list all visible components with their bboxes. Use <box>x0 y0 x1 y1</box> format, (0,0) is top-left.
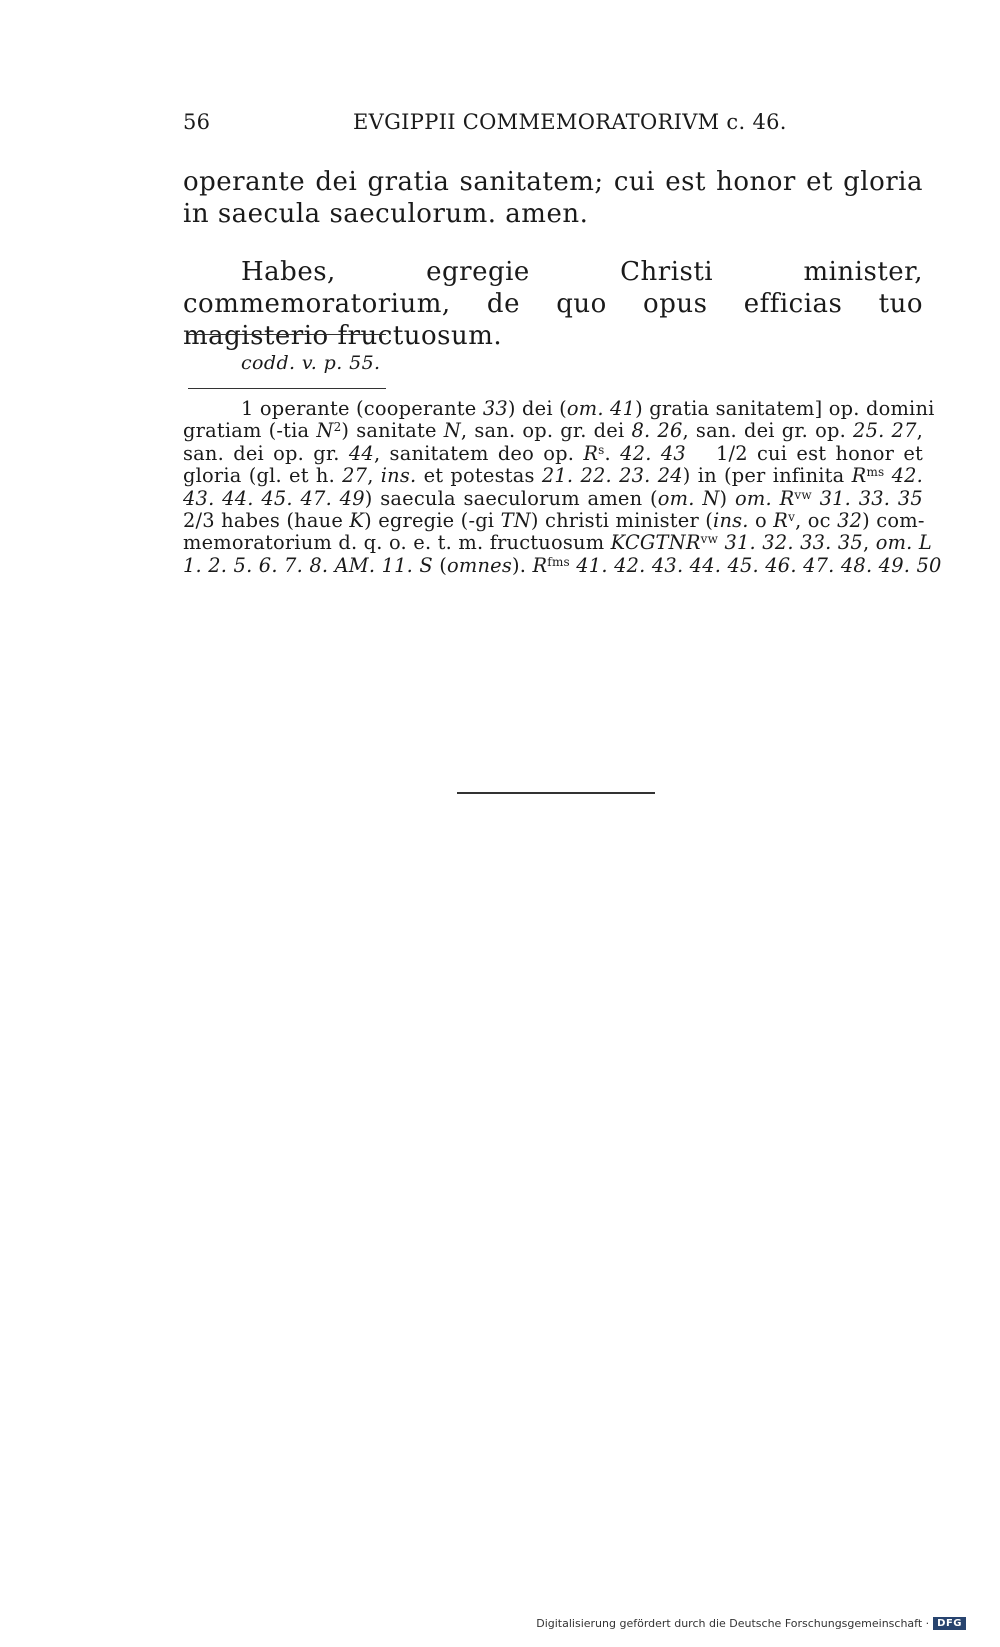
apparatus-line: 2/3 habes (haue K) egregie (-gi TN) christi minister (ins. o $R^v$, oc 32) com- <box>183 508 925 532</box>
dfg-logo: DFG <box>933 1617 966 1630</box>
digitization-footer <box>536 1614 966 1632</box>
codices-reference: codd. v. p. 55. <box>241 352 381 374</box>
apparatus-line: gratiam (-tia $N^2$) sanitate N, san. op. gr. dei 8. 26, san. dei gr. op. 25. 27, <box>183 419 923 443</box>
critical-apparatus <box>183 397 942 577</box>
footer-text: Digitalisierung gefördert durch die Deutsche Forschungsgemeinschaft · <box>536 1616 930 1630</box>
running-title: EVGIPPII COMMEMORATORIVM c. 46. <box>353 110 787 134</box>
end-rule <box>457 792 655 794</box>
page-number: 56 <box>183 110 211 134</box>
main-paragraph-2: Habes, egregie Christi minister, commemoratorium, de quo opus efficias tuo magisterio fructuosum. <box>183 257 923 351</box>
apparatus-line: 1. 2. 5. 6. 7. 8. AM. 11. S (omnes). $R^{fms}$ 41. 42. 43. 44. 45. 46. 47. 48. 49. 50 <box>183 553 942 577</box>
running-head <box>183 110 903 142</box>
apparatus-line: 1 operante (cooperante 33) dei (om. 41) gratia sanitatem] op. domini <box>241 397 935 420</box>
apparatus-line: san. dei op. gr. 44, sanitatem deo op. $R^s$. 42. 43 1/2 cui est honor et <box>183 441 924 465</box>
divider-rule <box>188 388 386 389</box>
apparatus-line: 43. 44. 45. 47. 49) saecula saeculorum amen (om. N) om. $R^{vw}$ 31. 33. 35 <box>183 486 923 510</box>
divider-rule <box>188 334 386 335</box>
apparatus-line: gloria (gl. et h. 27, ins. et potestas 21. 22. 23. 24) in (per infinita $R^{ms}$ 42. <box>183 464 924 488</box>
main-paragraph-1: operante dei gratia sanitatem; cui est honor et gloria in saecula saeculorum. amen. <box>183 167 923 229</box>
apparatus-line: memoratorium d. q. o. e. t. m. fructuosum $KCGTNR^{vw}$ 31. 32. 33. 35, om. L <box>183 531 932 555</box>
